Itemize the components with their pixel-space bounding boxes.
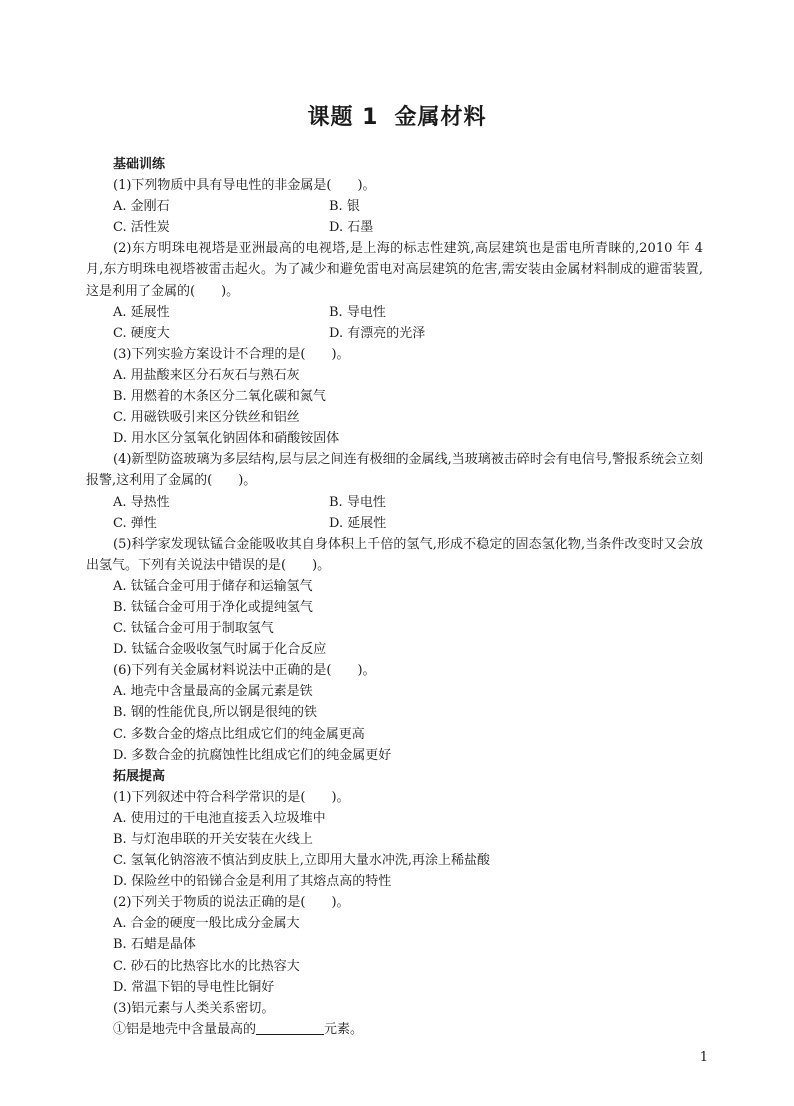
option-b: B. 钢的性能优良,所以钢是很纯的铁 — [113, 705, 317, 721]
option-c: C. 硬度大 — [113, 325, 170, 341]
question-stem: (1)下列物质中具有导电性的非金属是( )。 — [113, 178, 376, 194]
section-heading-basic: 基础训练 — [113, 157, 166, 172]
option-a: A. 地壳中含量最高的金属元素是铁 — [113, 684, 313, 700]
question-1 — [113, 175, 703, 238]
page-number: 1 — [699, 1050, 708, 1065]
option-c: C. 活性炭 — [113, 220, 170, 236]
option-d: D. 保险丝中的铅锑合金是利用了其熔点高的特性 — [113, 874, 392, 890]
option-a: A. 使用过的干电池直接丢入垃圾堆中 — [113, 810, 326, 826]
question-stem: (3)铝元素与人类关系密切。 — [113, 1000, 275, 1016]
sub-question-text: ①铝是地壳中含量最高的 — [113, 1021, 257, 1037]
question-6 — [113, 660, 703, 765]
option-b: B. 石蜡是晶体 — [113, 937, 196, 953]
question-stem: (3)下列实验方案设计不合理的是( )。 — [113, 346, 350, 362]
option-b: B. 导电性 — [329, 494, 386, 510]
option-a: A. 合金的硬度一般比成分金属大 — [113, 916, 300, 932]
question-5 — [86, 534, 703, 661]
question-stem: (5)科学家发现钛锰合金能吸收其自身体积上千倍的氢气,形成不稳定的固态氢化物,当条件改变时又会放出氢气。下列有关说法中错误的是( )。 — [86, 536, 703, 573]
problem-3 — [113, 998, 703, 1040]
section-heading-advanced: 拓展提高 — [113, 768, 166, 784]
option-b: B. 银 — [329, 199, 360, 215]
sub-question-text-end: 元素。 — [324, 1021, 364, 1037]
option-c: C. 氢氧化钠溶液不慎沾到皮肤上,立即用大量水冲洗,再涂上稀盐酸 — [113, 853, 491, 869]
option-c: C. 弹性 — [113, 515, 157, 531]
option-d: D. 延展性 — [329, 515, 387, 531]
option-c: C. 用磁铁吸引来区分铁丝和铝丝 — [113, 410, 300, 426]
question-3 — [113, 344, 703, 449]
option-b: B. 用燃着的木条区分二氧化碳和氮气 — [113, 389, 326, 405]
option-a: A. 用盐酸来区分石灰石与熟石灰 — [113, 367, 300, 383]
problem-2 — [113, 892, 703, 997]
option-c: C. 钛锰合金可用于制取氢气 — [113, 621, 274, 637]
option-a: A. 金刚石 — [113, 199, 170, 215]
option-d: D. 多数合金的抗腐蚀性比组成它们的纯金属更好 — [113, 747, 392, 763]
title-label: 课题 1 — [307, 105, 379, 130]
question-stem: (2)下列关于物质的说法正确的是( )。 — [113, 895, 350, 911]
question-2 — [86, 238, 703, 343]
question-stem: (4)新型防盗玻璃为多层结构,层与层之间连有极细的金属线,当玻璃被击碎时会有电信号,警报系统会立刻报警,这利用了金属的( )。 — [86, 452, 703, 489]
option-b: B. 导电性 — [329, 304, 386, 320]
option-d: D. 钛锰合金吸收氢气时属于化合反应 — [113, 642, 327, 658]
question-stem: (2)东方明珠电视塔是亚洲最高的电视塔,是上海的标志性建筑,高层建筑也是雷电所青睐的,2010 年 4 月,东方明珠电视塔被雷击起火。为了减少和避免雷电对高层建筑的危害,需安装由金属材料制成的避雷装置,这是利用了金属的( )。 — [86, 241, 703, 299]
exercise-content — [86, 154, 703, 1040]
option-d: D. 用水区分氢氧化钠固体和硝酸铵固体 — [113, 431, 340, 447]
option-d: D. 石墨 — [329, 220, 374, 236]
title-name: 金属材料 — [394, 105, 487, 130]
question-stem: (6)下列有关金属材料说法中正确的是( )。 — [113, 663, 376, 679]
question-4 — [86, 449, 703, 533]
problem-1 — [113, 787, 703, 892]
option-a: A. 延展性 — [113, 304, 170, 320]
page-title — [0, 100, 794, 131]
option-c: C. 砂石的比热容比水的比热容大 — [113, 958, 300, 974]
option-b: B. 与灯泡串联的开关安装在火线上 — [113, 832, 313, 847]
option-d: D. 有漂亮的光泽 — [329, 325, 426, 341]
question-stem: (1)下列叙述中符合科学常识的是( )。 — [113, 789, 350, 805]
option-b: B. 钛锰合金可用于净化或提纯氢气 — [113, 599, 313, 615]
option-c: C. 多数合金的熔点比组成它们的纯金属更高 — [113, 726, 365, 742]
answer-blank[interactable] — [256, 1020, 324, 1035]
option-a: A. 钛锰合金可用于储存和运输氢气 — [113, 578, 313, 594]
sub-question-1 — [113, 1019, 703, 1040]
option-a: A. 导热性 — [113, 494, 170, 510]
option-d: D. 常温下铝的导电性比铜好 — [113, 979, 275, 995]
